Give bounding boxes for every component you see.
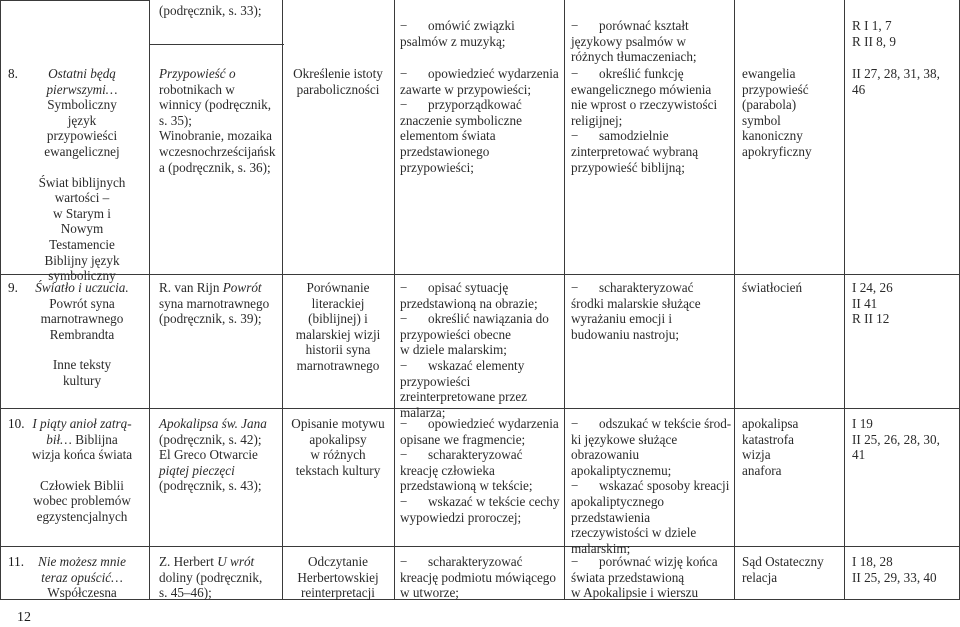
extended-requirements	[571, 416, 733, 556]
requirement-item: środki malarskie służące	[571, 295, 701, 311]
topic-line: Współczesna	[47, 585, 117, 601]
table-border-left	[0, 0, 1, 600]
lesson-topic: I piąty anioł zatrą- bił… Biblijna wizja końca świata Człowiek Biblii wobec problemów egzystencjalnych	[28, 416, 136, 525]
topic-line: Człowiek Biblii	[40, 477, 124, 493]
reference-item: I 19	[852, 416, 873, 431]
topic-line: Nowym	[60, 221, 104, 237]
requirement-item: − scharakteryzować	[400, 554, 562, 570]
content-line: Określenie istoty	[293, 66, 383, 81]
requirement-item: − scharakteryzować	[571, 280, 733, 296]
row-divider	[149, 44, 284, 45]
topic-line: symboliczny	[48, 268, 116, 284]
requirement-item: rzeczywistości w dziele	[571, 525, 697, 541]
extended-requirements	[571, 66, 733, 175]
term-item: anafora	[742, 462, 782, 478]
column-divider	[844, 0, 845, 600]
requirement-item: apokaliptycznego	[571, 493, 665, 509]
term-item: ewangelia	[742, 66, 796, 81]
topic-line: wartości –	[54, 190, 110, 206]
content-line: tekstach kultury	[295, 462, 381, 478]
topic-line: Powrót syna	[49, 295, 115, 311]
reference-item: R II 12	[852, 311, 890, 327]
topic-line: marnotrawnego	[40, 311, 124, 327]
requirement-item: przedstawioną w tekście;	[400, 478, 533, 494]
basic-requirements-carryover: − omówić związki psalmów z muzyką;	[400, 18, 560, 49]
lesson-materials: Przypowieść o robotnikach w winnicy (podręcznik, s. 35); Winobranie, mozaika wczesnochrześcijańsk a (podręcznik, s. 36);	[159, 66, 281, 175]
references	[852, 554, 956, 585]
requirement-item: kreację podmiotu mówiącego	[400, 569, 556, 585]
content-line: reinterpretacji	[301, 585, 375, 601]
term-item: przypowieść	[742, 81, 809, 97]
reference-item: II 41	[852, 295, 878, 311]
requirement-item: apokaliptycznemu;	[571, 462, 672, 478]
requirement-item: − wskazać sposoby kreacji	[571, 478, 733, 494]
reference-item: 46	[852, 81, 866, 97]
topic-line: język	[67, 112, 97, 128]
requirement-item: − opowiedzieć wydarzenia	[400, 416, 562, 432]
requirement-item: przypowieści;	[400, 159, 474, 175]
topic-line: Testamencie	[49, 236, 115, 252]
requirement-item: nie wprost o rzeczywistości	[571, 97, 718, 113]
material-line: (podręcznik, s. 42);	[159, 431, 262, 447]
lesson-content	[284, 66, 392, 97]
page-number: 12	[17, 610, 31, 625]
topic-line: Inne teksty	[52, 357, 112, 373]
material-line: winnicy (podręcznik,	[159, 97, 272, 113]
requirement-item: przedstawionego	[400, 143, 490, 159]
basic-requirements	[400, 554, 562, 601]
requirement-item: obrazowaniu	[571, 447, 640, 463]
lesson-topic: Nie możesz mnie teraz opuścić… Współczesna	[28, 554, 136, 601]
column-divider	[149, 0, 150, 600]
requirement-item: malarskim;	[571, 540, 631, 556]
topic-line	[28, 463, 136, 478]
requirement-item: − określić nawiązania do	[400, 311, 562, 327]
terms	[742, 280, 842, 296]
requirement-item: − opowiedzieć wydarzenia	[400, 66, 562, 82]
content-line: literackiej	[311, 295, 365, 311]
requirement-item: ewangelicznego mówienia	[571, 81, 712, 97]
references	[852, 66, 956, 97]
requirement-item: − samodzielnie	[571, 128, 733, 144]
topic-line: w Starym i	[53, 205, 111, 221]
requirement-item: zinterpretować wybraną	[571, 143, 699, 159]
material-line: robotnikach w	[159, 81, 235, 97]
content-line: Herbertowskiej	[297, 569, 379, 585]
material-line: Winobranie, mozaika	[159, 128, 272, 144]
requirement-item: opisane we fragmencie;	[400, 431, 526, 447]
lesson-number: 11.	[8, 554, 24, 569]
lesson-content	[284, 416, 392, 478]
topic-line: Biblijny język	[44, 252, 120, 268]
content-line: (biblijnej) i	[308, 311, 368, 327]
reference-item: I 24, 26	[852, 280, 893, 295]
term-item: wizja	[742, 447, 771, 463]
extended-requirements	[571, 280, 733, 342]
requirement-item: budowaniu nastroju;	[571, 326, 680, 342]
reference-item: II 27, 28, 31, 38,	[852, 66, 940, 81]
lesson-content	[284, 280, 392, 374]
topic-line	[28, 342, 136, 357]
topic-line: Rembrandta	[49, 326, 115, 342]
material-line: wczesnochrześcijańsk	[159, 143, 276, 159]
requirement-item: − przyporządkować	[400, 97, 562, 113]
lesson-topic: Ostatni będą pierwszymi… Symboliczny język przypowieści ewangelicznej Świat biblijnych wartości – w Starym i Nowym Testamencie Biblijny język symboliczny	[28, 66, 136, 284]
terms	[742, 554, 842, 585]
requirement-item: religijnej;	[571, 112, 623, 128]
content-line: w różnych	[310, 447, 366, 463]
term-item: apokryficzny	[742, 143, 812, 159]
requirement-item: − opisać sytuację	[400, 280, 562, 296]
requirement-item: świata przedstawioną	[571, 569, 685, 585]
material-line: (podręcznik, s. 39);	[159, 311, 262, 327]
references	[852, 280, 956, 327]
requirement-item: przedstawienia	[571, 509, 651, 525]
requirement-item: przypowieści	[400, 373, 471, 389]
topic-line: Symboliczny	[47, 97, 117, 113]
content-line: Odczytanie	[307, 554, 369, 569]
topic-line: przypowieści	[46, 128, 118, 144]
content-line: Porównanie	[306, 280, 370, 295]
topic-line: Świat biblijnych	[38, 174, 126, 190]
requirement-item: przypowieści obecne	[400, 326, 511, 342]
requirement-item: wyrażaniu emocji i	[571, 311, 673, 327]
material-line: doliny (podręcznik,	[159, 569, 263, 585]
lesson-materials: R. van Rijn Powrót syna marnotrawnego (podręcznik, s. 39);	[159, 280, 281, 327]
requirement-item: ki językowe służące	[571, 431, 678, 447]
column-divider	[394, 0, 395, 600]
requirement-item: − scharakteryzować	[400, 447, 562, 463]
column-divider	[282, 0, 283, 600]
content-line: malarskiej wizji	[295, 326, 381, 342]
requirement-item: wypowiedzi proroczej;	[400, 509, 522, 525]
requirement-item: − odszukać w tekście środ-	[571, 416, 733, 432]
content-line: Opisanie motywu	[291, 416, 385, 431]
lesson-materials: Apokalipsa św. Jana (podręcznik, s. 42); El Greco Otwarcie piątej pieczęci (podręcznik, s. 43);	[159, 416, 281, 494]
topic-line	[28, 160, 136, 175]
term-item: symbol	[742, 112, 781, 128]
requirement-item: przypowieść biblijną;	[571, 159, 685, 175]
topic-line: ewangelicznej	[44, 143, 120, 159]
requirement-item: zawarte w przypowieści;	[400, 81, 532, 97]
material-line: El Greco Otwarcie	[159, 447, 258, 463]
material-line: syna marnotrawnego	[159, 295, 270, 311]
row-divider	[0, 274, 960, 275]
topic-line: kultury	[62, 372, 102, 388]
requirement-item: znaczenie symboliczne	[400, 112, 522, 128]
material-line: s. 35);	[159, 112, 192, 128]
content-line: marnotrawnego	[296, 357, 380, 373]
references	[852, 416, 956, 463]
extended-requirements-carryover: − porównać kształt językowy psalmów w różnych tłumaczeniach;	[571, 18, 731, 65]
requirement-item: zreinterpretowane przez	[400, 389, 528, 405]
requirement-item: elementom świata	[400, 128, 496, 144]
requirement-item: − wskazać elementy	[400, 358, 562, 374]
requirement-item: − porównać wizję końca	[571, 554, 733, 570]
column-divider	[564, 0, 565, 600]
term-item: (parabola)	[742, 97, 797, 113]
extended-requirements	[571, 554, 733, 601]
requirement-item: w Apokalipsie i wierszu	[571, 585, 699, 601]
requirement-item: przedstawioną na obrazie;	[400, 295, 538, 311]
term-item: relacja	[742, 569, 778, 585]
reference-item: 41	[852, 447, 866, 463]
topic-line: wizja końca świata	[31, 447, 133, 463]
requirement-item: kreację człowieka	[400, 462, 495, 478]
requirement-item: w dziele malarskim;	[400, 342, 507, 358]
requirement-item: w utworze;	[400, 585, 459, 601]
term-item: katastrofa	[742, 431, 794, 447]
content-line: paraboliczności	[296, 81, 380, 97]
term-item: światłocień	[742, 280, 803, 295]
basic-requirements	[400, 280, 562, 420]
topic-line: wobec problemów	[33, 493, 131, 509]
lesson-number: 10.	[8, 416, 25, 431]
reference-item: I 18, 28	[852, 554, 893, 569]
reference-item: II 25, 29, 33, 40	[852, 569, 937, 585]
reference-item: II 25, 26, 28, 30,	[852, 431, 940, 447]
content-line: apokalipsy	[309, 431, 367, 447]
row-divider	[0, 0, 150, 1]
term-item: apokalipsa	[742, 416, 799, 431]
lesson-number: 8.	[8, 66, 18, 81]
basic-requirements	[400, 66, 562, 175]
material-line: a (podręcznik, s. 36);	[159, 159, 271, 175]
column-divider	[734, 0, 735, 600]
references-carryover: R I 1, 7 R II 8, 9	[852, 18, 896, 49]
lesson-topic: Światło i uczucia. Powrót syna marnotrawnego Rembrandta Inne teksty kultury	[28, 280, 136, 389]
lesson-number: 9.	[8, 280, 18, 295]
terms	[742, 66, 842, 160]
requirement-item: − określić funkcję	[571, 66, 733, 82]
lesson-content	[284, 554, 392, 601]
top-note: (podręcznik, s. 33);	[159, 3, 262, 18]
row-divider	[0, 546, 960, 547]
requirement-item: malarza;	[400, 404, 446, 420]
lesson-materials: Z. Herbert U wrót doliny (podręcznik, s. 45–46);	[159, 554, 281, 601]
basic-requirements	[400, 416, 562, 525]
term-item: kanoniczny	[742, 128, 803, 144]
term-item: Sąd Ostateczny	[742, 554, 824, 569]
material-line: s. 45–46);	[159, 585, 212, 601]
terms	[742, 416, 842, 478]
content-line: historii syna	[305, 342, 371, 358]
topic-line: egzystencjalnych	[36, 508, 128, 524]
requirement-item: − wskazać w tekście cechy	[400, 494, 562, 510]
